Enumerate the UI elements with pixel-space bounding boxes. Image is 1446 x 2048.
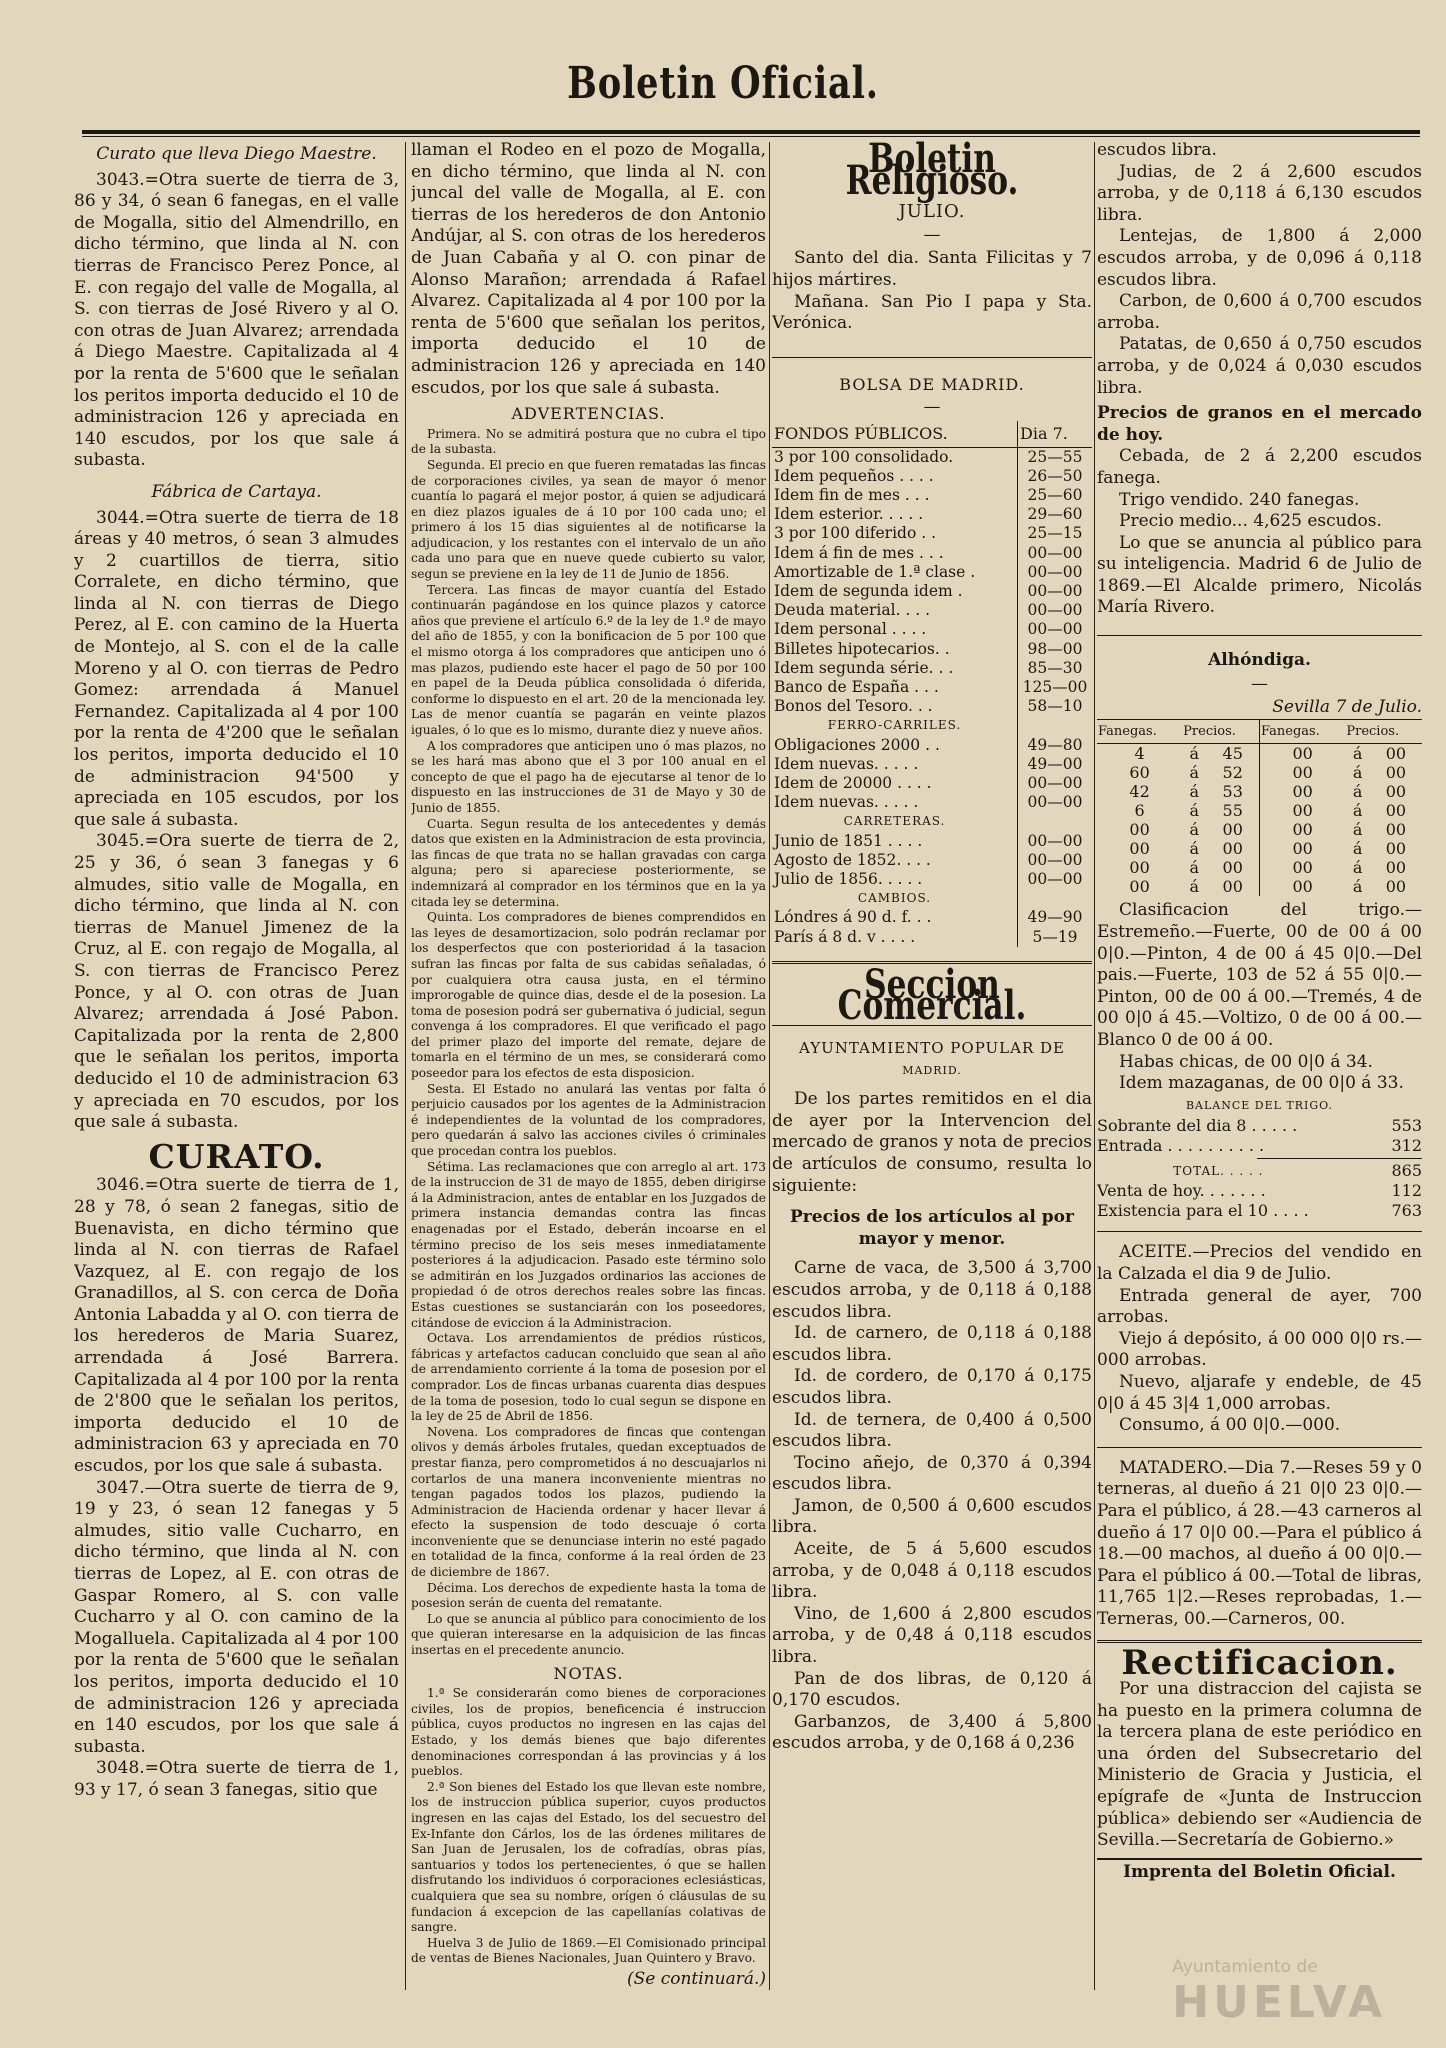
grain-price-item: Precio medio... 4,625 escudos. bbox=[1119, 511, 1382, 532]
table-row bbox=[772, 736, 1092, 755]
top-rule-thin bbox=[82, 136, 1420, 137]
empty-cell bbox=[1018, 812, 1093, 831]
table-row bbox=[772, 447, 1092, 467]
table-row bbox=[1097, 1116, 1422, 1136]
balance-value: 553 bbox=[1391, 1116, 1422, 1136]
rectificacion-heading: Rectificacion. bbox=[1121, 1643, 1398, 1684]
fondo-value: 00—00 bbox=[1018, 582, 1093, 601]
table-row bbox=[1097, 782, 1422, 801]
lot-paragraph: 3047.—Otra suerte de tierra de 9, 19 y 23, ó sean 12 fanegas y 5 almudes, sitio valle Cucharro, en dicho término, que linda al N. con tierras de Lopez, al E. con otras de Gaspar Romero, al S. con valle Cucharro y al O. con camino de la Mogalluela. Capitalizada al 4 por 100 por la renta de 5'600 que le señalan los peritos, importa deducido el 10 de administracion 126 y apreciada en 140 escudos, por los que sale á subasta. bbox=[74, 1477, 399, 1757]
table-row bbox=[1097, 858, 1422, 877]
table-row bbox=[772, 486, 1092, 505]
sum-rule bbox=[1257, 1158, 1422, 1159]
grain-cell: á bbox=[1352, 839, 1363, 859]
column-rule bbox=[769, 142, 770, 1990]
grain-cell: á bbox=[1189, 763, 1200, 783]
grain-cell: 00 bbox=[1129, 820, 1150, 840]
fondos-table bbox=[772, 421, 1092, 947]
short-rule: — bbox=[1251, 673, 1268, 694]
advertencia: Cuarta. Segun resulta de los antecedentes y demás datos que existen en la Administracion de esta provincia, las fincas de que trata no se hallan gravadas con carga alguna; pero si apareciese posteriormente, se indemnizará al comprador en los términos que en la ya citada ley se determina. bbox=[411, 816, 766, 909]
lot-paragraph: 3044.=Otra suerte de tierra de 18 áreas y 40 metros, ó sean 3 almudes y 2 cuartillos de tierra, sitio Corralete, en dicho término, que linda al N. con tierras de Diego Perez, al E. con camino de la Huerta de Montejo, al S. con el de la calle Moreno y al O. con tierras de Pedro Gomez: arrendada á Manuel Fernandez. Capitalizada al 4 por 100 por la renta de 4'200 que le señalan los peritos, importa deducido el 10 de administracion 94'500 y apreciada en 105 escudos, por los que sale á subasta. bbox=[74, 507, 399, 830]
table-row bbox=[772, 870, 1092, 889]
fondos-column-header: Dia 7. bbox=[1018, 421, 1093, 447]
table-row bbox=[772, 832, 1092, 851]
table-row bbox=[772, 793, 1092, 812]
column-rule bbox=[1094, 142, 1095, 1990]
table-row bbox=[1097, 839, 1422, 858]
fondo-name: 3 por 100 diferido . . bbox=[774, 524, 937, 543]
advertencia: Tercera. Las fincas de mayor cuantía del Estado continuarán pagándose en los quince plazos y catorce años que previene el artículo 6.º de la ley de 1.º de mayo del año de 1855, y con la bonificacion de 5 por 100 que el mismo otorga á los compradores que anticipen uno ó mas plazos, pudiendo este hacer el pago de 50 por 100 en papel de la Deuda pública consolidada ó diferida, conforme lo dispuesto en el art. 20 de la mencionada ley. Las de menor cuantía se pagarán en veinte plazos iguales, ó lo que es lo mismo, durante diez y nueve años. bbox=[411, 582, 766, 737]
advertencia: Sesta. El Estado no anulará las ventas por falta ó perjuicio causados por los agentes de la Administracion é independientes de la voluntad de los compradores, pero quedarán á salvo las acciones civiles ó criminales que procedan contra los pueblos. bbox=[411, 1081, 766, 1159]
price-list bbox=[1097, 140, 1422, 399]
fondo-value: 25—55 bbox=[1018, 447, 1093, 467]
fondo-value: 85—30 bbox=[1018, 659, 1093, 678]
grain-cell: 00 bbox=[1259, 744, 1345, 764]
fondo-name: Deuda material. . . . bbox=[774, 601, 931, 620]
lot-paragraph: 3048.=Otra suerte de tierra de 1, 93 y 17, ó sean 3 fanegas, sitio que bbox=[74, 1758, 399, 1800]
section-heading: Fábrica de Cartaya. bbox=[151, 481, 322, 502]
fondo-name: Idem segunda série. . . bbox=[774, 658, 954, 677]
price-item: Tocino añejo, de 0,370 á 0,394 escudos libra. bbox=[772, 1452, 1092, 1495]
grain-cell: á bbox=[1352, 877, 1363, 897]
grain-cell: 00 bbox=[1385, 782, 1407, 802]
price-item: Id. de carnero, de 0,118 á 0,188 escudos libra. bbox=[772, 1323, 1092, 1365]
lot-paragraph: 3043.=Otra suerte de tierra de 3, 86 y 34, ó sean 6 fanegas, en el valle de Mogalla, sitio del Almendrillo, en dicho término, que linda al N. con tierras de Francisco Perez Ponce, al E. con regajo del valle de Mogalla, al S. con tierras de José Rivero y al O. con otras de Juan Alvarez; arrendada á Diego Maestre. Capitalizada al 4 por la renta de 5'600 que le señalan los peritos importa deducido el 10 de administracion 126 y apreciada en 140 escudos, por los que sale á subasta. bbox=[74, 169, 399, 471]
table-row bbox=[1097, 744, 1422, 764]
total-value: 865 bbox=[1391, 1161, 1422, 1181]
archive-watermark bbox=[1172, 1957, 1386, 2028]
grain-cell: 00 bbox=[1259, 839, 1345, 858]
fondo-name: Idem pequeños . . . . bbox=[774, 466, 934, 485]
habas-text: Habas chicas, de 00 0|0 á 34. bbox=[1119, 1051, 1373, 1072]
price-item: Patatas, de 0,650 á 0,750 escudos arroba, y de 0,024 á 0,030 escudos libra. bbox=[1097, 334, 1422, 398]
table-subheading-row bbox=[772, 812, 1092, 831]
bolsa-heading: BOLSA DE MADRID. bbox=[839, 374, 1025, 394]
table-row bbox=[772, 582, 1092, 601]
grain-cell: á bbox=[1189, 744, 1200, 764]
fondo-value: 29—60 bbox=[1018, 505, 1093, 524]
price-item: Id. de ternera, de 0,400 á 0,500 escudos libra. bbox=[772, 1409, 1092, 1452]
aceite-item: Entrada general de ayer, 700 arrobas. bbox=[1097, 1285, 1422, 1328]
divider bbox=[1097, 635, 1422, 636]
grain-cell: 00 bbox=[1129, 877, 1150, 897]
table-row bbox=[772, 928, 1092, 947]
table-subheading-row bbox=[772, 889, 1092, 908]
top-rule bbox=[82, 130, 1420, 134]
precios-heading: Precios de los artículos al por mayor y menor. bbox=[790, 1207, 1074, 1249]
fondo-value: 49—80 bbox=[1018, 736, 1093, 755]
table-row bbox=[772, 908, 1092, 927]
table-row bbox=[1097, 801, 1422, 820]
table-row bbox=[772, 601, 1092, 620]
grain-cell: á bbox=[1352, 858, 1363, 878]
alhondiga-heading: Alhóndiga. bbox=[1208, 650, 1311, 671]
advertencia: A los compradores que anticipen uno ó mas plazos, no se les hará mas abono que el 3 por 100 anual en el concepto de que el pago ha de ejecutarse al tenor de lo dispuesto en las instrucciones de 31 de Mayo y 30 de Junio de 1855. bbox=[411, 738, 766, 815]
short-rule: — bbox=[923, 224, 941, 245]
table-row bbox=[772, 563, 1092, 582]
rectificacion-text: Por una distraccion del cajista se ha puesto en la primera columna de la tercera plana de este periódico en una órden del Subsecretario del Ministerio de Gracia y Justicia, el epígrafe de «Junta de Instruccion pública» debiendo ser «Audiencia de Sevilla.—Secretaría de Gobierno.» bbox=[1097, 1679, 1422, 1851]
grain-cell: á bbox=[1352, 763, 1363, 783]
masthead: Boletin Oficial. bbox=[567, 58, 879, 109]
grain-cell: 60 bbox=[1129, 763, 1150, 783]
table-row bbox=[772, 755, 1092, 774]
table-row bbox=[772, 524, 1092, 543]
table-row bbox=[772, 774, 1092, 793]
fondo-value: 25—15 bbox=[1018, 524, 1093, 543]
fondo-value: 49—00 bbox=[1018, 755, 1093, 774]
balance-total bbox=[1097, 1161, 1422, 1181]
fondo-name: Idem á fin de mes . . . bbox=[774, 543, 944, 562]
fondo-value: 00—00 bbox=[1018, 832, 1093, 851]
advertencia: Décima. Los derechos de expediente hasta la toma de posesion serán de cuenta del rematante. bbox=[411, 1580, 766, 1611]
grain-cell: 00 bbox=[1385, 877, 1407, 897]
fondos-column-header: FONDOS PÚBLICOS. bbox=[772, 421, 1018, 447]
lot-paragraph: 3045.=Ora suerte de tierra de 2, 25 y 36, ó sean 3 fanegas y 6 almudes, sitio valle de Mogalla, en dicho término, que linda al N. con tierras de Manuel Jimenez de la Cruz, al E. con regajo de Mogalla, al S. con tierras de Francisco Perez Ponce, y al O. con otras de Juan Alvarez; arrendada á José Pabon. Capitalizada por la renta de 2,800 que le señalan los peritos, importa deducido el 10 de administracion 63 y apreciada en 70 escudos, por los que sale á subasta. bbox=[74, 831, 399, 1133]
fondo-name: Idem de segunda idem . bbox=[774, 581, 963, 600]
advertencia: Primera. No se admitirá postura que no cubra el tipo de la subasta. bbox=[411, 426, 766, 457]
grain-cell: 52 bbox=[1222, 763, 1243, 783]
fondo-value: 49—90 bbox=[1018, 908, 1093, 927]
price-item: Jamon, de 0,500 á 0,600 escudos libra. bbox=[772, 1495, 1092, 1538]
intro-text: De los partes remitidos en el dia de ayer por la Intervencion del mercado de granos y nota de precios de artículos de consumo, resulta lo siguiente: bbox=[772, 1089, 1092, 1196]
table-row bbox=[772, 851, 1092, 870]
table-row bbox=[1097, 820, 1422, 839]
fondo-value: 25—60 bbox=[1018, 486, 1093, 505]
fondo-value: 26—50 bbox=[1018, 467, 1093, 486]
grain-cell: 00 bbox=[1259, 877, 1345, 896]
grain-cell: á bbox=[1189, 877, 1200, 897]
fondo-value: 00—00 bbox=[1018, 793, 1093, 812]
grain-cell: á bbox=[1189, 858, 1200, 878]
grain-cell: 53 bbox=[1222, 782, 1243, 802]
aceite-item: Nuevo, aljarafe y endeble, de 45 0|0 á 45 3|4 1,000 arrobas. bbox=[1097, 1371, 1422, 1414]
grain-cell: 00 bbox=[1222, 858, 1243, 878]
fondo-value: 98—00 bbox=[1018, 640, 1093, 659]
price-item: escudos libra. bbox=[1097, 140, 1217, 160]
balance-heading: BALANCE DEL TRIGO. bbox=[1185, 1098, 1334, 1112]
granos-list bbox=[1097, 446, 1422, 619]
fondo-value: 00—00 bbox=[1018, 774, 1093, 793]
fondo-name: París á 8 d. v . . . . bbox=[774, 927, 916, 946]
column-2 bbox=[411, 140, 766, 1990]
section-heading: CURATO. bbox=[148, 1136, 325, 1176]
grain-cell: 00 bbox=[1129, 839, 1150, 859]
table-row bbox=[772, 467, 1092, 486]
price-item: Id. de cordero, de 0,170 á 0,175 escudos libra. bbox=[772, 1366, 1092, 1408]
balance-label: Venta de hoy. . . . . . . bbox=[1097, 1181, 1266, 1201]
table-subheading: CARRETERAS. bbox=[843, 814, 946, 829]
price-item: Vino, de 1,600 á 2,800 escudos arroba, y de 0,48 á 0,118 escudos libra. bbox=[772, 1603, 1092, 1668]
fondo-name: Idem de 20000 . . . . bbox=[774, 773, 932, 792]
fondo-name: Julio de 1856. . . . . bbox=[774, 870, 923, 888]
grain-cell: 4 bbox=[1134, 744, 1145, 764]
grain-cell: 45 bbox=[1222, 744, 1243, 764]
fondo-name: Idem nuevas. . . . . bbox=[774, 754, 919, 773]
fondo-value: 00—00 bbox=[1018, 544, 1093, 563]
granos-heading: Precios de granos en el mercado de hoy. bbox=[1097, 403, 1422, 445]
fondo-name: Lóndres á 90 d. f. . . bbox=[774, 908, 932, 927]
fondo-name: Billetes hipotecarios. . bbox=[774, 639, 950, 658]
fondo-value: 00—00 bbox=[1018, 601, 1093, 620]
fondo-name: Idem esterior. . . . . bbox=[774, 505, 924, 524]
continued-note: (Se continuará.) bbox=[626, 1968, 766, 1989]
fondo-name: Idem personal . . . . bbox=[774, 620, 927, 639]
imprint-line: Imprenta del Boletin Oficial. bbox=[1097, 1858, 1422, 1884]
section-heading: Curato que lleva Diego Maestre. bbox=[96, 144, 377, 164]
grain-cell: á bbox=[1189, 782, 1200, 802]
manana-text: Mañana. San Pio I papa y Sta. Verónica. bbox=[772, 291, 1092, 334]
empty-cell bbox=[1018, 716, 1093, 735]
price-item: Pan de dos libras, de 0,120 á 0,170 escudos. bbox=[772, 1668, 1092, 1711]
watermark-line: HUELVA bbox=[1172, 1977, 1386, 2028]
divider bbox=[1097, 1447, 1422, 1448]
lot-paragraph: llaman el Rodeo en el pozo de Mogalla, en dicho término, que linda al N. con juncal del valle de Mogalla, al E. con tierras de los herederos de don Antonio Andújar, al S. con otras de los herederos de Juan Cabaña y al O. con pinar de Alonso Marañon; arrendada á Rafael Alvarez. Capitalizada al 4 por 100 por la renta de 5'600 que señalan los peritos, importa deducido el 10 de administracion 126 y apreciada en 140 escudos, por los que sale á subasta. bbox=[411, 140, 766, 398]
price-item: Judias, de 2 á 2,600 escudos arroba, y de 0,118 á 6,130 escudos libra. bbox=[1097, 161, 1422, 225]
advertencia: Octava. Los arrendamientos de prédios rústicos, fábricas y artefactos caducan concluido que sean al año de arrendamiento corriente á la toma de posesion por el comprador. Los de fincas urbanas cuarenta dias despues de la toma de posesion, todo lo cual segun se dispone en la ley de 25 de Abril de 1856. bbox=[411, 1331, 766, 1424]
table-row bbox=[1097, 877, 1422, 896]
fondo-name: Obligaciones 2000 . . bbox=[774, 735, 940, 754]
grain-cell: 00 bbox=[1259, 782, 1345, 801]
advertencia: Novena. Los compradores de fincas que contengan olivos y demás árboles frutales, quedan exceptuados de prestar fianza, pero comprometidos á no descuajarlos ni cortarlos de una manera inconveniente mientras no tengan pagados todos los plazos, pudiendo la Administracion de Hacienda ordenar y hacer llevar á efecto la suspension de todo descuaje ó corta inconveniente que se denunciase interin no esté pagado en totalidad de la finca, conforme á la real órden de 23 de diciembre de 1867. bbox=[411, 1424, 766, 1580]
grain-cell: á bbox=[1189, 801, 1200, 821]
column-rule bbox=[405, 142, 406, 1990]
table-subheading: CAMBIOS. bbox=[857, 891, 932, 906]
santo-text: Santo del dia. Santa Filicitas y 7 hijos mártires. bbox=[772, 248, 1092, 290]
grain-cell: 00 bbox=[1385, 763, 1407, 783]
mazaganas-text: Idem mazaganas, de 00 0|0 á 33. bbox=[1119, 1073, 1404, 1094]
balance-label: Existencia para el 10 . . . . bbox=[1097, 1201, 1309, 1221]
city-heading: MADRID. bbox=[902, 1063, 962, 1077]
grain-cell: 00 bbox=[1222, 839, 1243, 859]
grain-cell: 00 bbox=[1259, 820, 1345, 839]
grain-cell: 00 bbox=[1385, 858, 1407, 878]
table-row bbox=[772, 505, 1092, 524]
grain-price-item: Trigo vendido. 240 fanegas. bbox=[1119, 489, 1360, 510]
column-1 bbox=[74, 140, 399, 1990]
price-item: Lentejas, de 1,800 á 2,000 escudos arroba, y de 0,096 á 0,118 escudos libra. bbox=[1097, 226, 1422, 290]
advertencia: Segunda. El precio en que fueren rematadas las fincas de corporaciones civiles, ya sean de mayor ó menor cuantía lo pagará el mejor postor, á quien se adjudicará en diez plazos iguales de á 10 por 100 cada uno; el primero á los 15 dias siguientes al de notificarse la adjudicacion, y los restantes con el intervalo de un año cada uno para que en nueve quede cubierto su valor, segun se previene en la ley de 11 de Junio de 1856. bbox=[411, 457, 766, 582]
fondo-value: 00—00 bbox=[1018, 563, 1093, 582]
grain-cell: 42 bbox=[1129, 782, 1150, 802]
table-subheading: FERRO-CARRILES. bbox=[827, 718, 962, 733]
section-title: Boletin Religioso. bbox=[845, 140, 1019, 204]
fondo-name: 3 por 100 consolidado. bbox=[774, 447, 954, 466]
advertencia: Quinta. Los compradores de bienes comprendidos en las leyes de desamortizacion, solo podrán reclamar por los desperfectos que con posterioridad á la tasacion sufran las fincas por falta de sus cabidas señaladas, ó por cualquiera otra causa justa, en el término improrogable de quince dias, desde el de la posesion. La toma de posesion podrá ser gubernativa ó judicial, segun convenga á los compradores. El que verificado el pago del primer plazo del importe del remate, dejare de tomarla en el término de un mes, se considerará como poseedor para los efectos de esta disposicion. bbox=[411, 910, 766, 1081]
balance-value: 763 bbox=[1391, 1201, 1422, 1221]
balance-label: Entrada . . . . . . . . . . bbox=[1097, 1136, 1265, 1156]
divider bbox=[1097, 1231, 1422, 1232]
grain-cell: 00 bbox=[1259, 801, 1345, 820]
notas-heading: NOTAS. bbox=[553, 1663, 624, 1683]
grain-cell: 00 bbox=[1385, 820, 1407, 840]
table-row bbox=[1097, 1136, 1422, 1156]
aceite-item: ACEITE.—Precios del vendido en la Calzada el dia 9 de Julio. bbox=[1097, 1242, 1422, 1284]
table-row bbox=[772, 640, 1092, 659]
grain-cell: 00 bbox=[1129, 858, 1150, 878]
nota: 1.ª Se considerarán como bienes de corporaciones civiles, los de propios, beneficencia é instruccion pública, cuyos productos no ingresen en las cajas del Estado, y los demás bienes que bajo diferentes denominaciones correspondan á las provincias y á los pueblos. bbox=[411, 1686, 766, 1779]
fondo-name: Agosto de 1852. . . . bbox=[774, 850, 931, 869]
lot-paragraph: 3046.=Otra suerte de tierra de 1, 28 y 78, ó sean 2 fanegas, sitio de Buenavista, en dicho término que linda al N. con tierras de Rafael Vazquez, al E. con regajo de los Granadillos, al S. con cerca de Doña Antonia Labadda y al O. con tierra de los herederos de Maria Suarez, arrendada á José Barrera. Capitalizada al 4 por 100 por la renta de 2'800 que le señalan los peritos, importa deducido el 10 de administracion 63 y apreciada en 70 escudos, por los que sale á subasta. bbox=[74, 1175, 399, 1477]
grain-price-item: Cebada, de 2 á 2,200 escudos fanega. bbox=[1097, 446, 1422, 488]
watermark-line: Ayuntamiento de bbox=[1172, 1957, 1318, 1977]
fondo-name: Junio de 1851 . . . . bbox=[774, 831, 923, 850]
grain-cell: 00 bbox=[1222, 877, 1243, 897]
grain-column-header: Fanegas. bbox=[1259, 719, 1345, 744]
notas-list bbox=[411, 1686, 766, 1967]
grain-cell: á bbox=[1189, 839, 1200, 859]
price-item: Carbon, de 0,600 á 0,700 escudos arroba. bbox=[1097, 291, 1422, 333]
balance-label: Sobrante del dia 8 . . . . . bbox=[1097, 1116, 1298, 1136]
grain-cell: á bbox=[1189, 820, 1200, 840]
column-3 bbox=[772, 140, 1092, 1990]
grain-price-item: Lo que se anuncia al público para su inteligencia. Madrid 6 de Julio de 1869.—El Alcalde primero, Nicolás María Rivero. bbox=[1097, 532, 1422, 618]
grain-column-header: Precios. bbox=[1182, 719, 1259, 744]
divider bbox=[772, 357, 1092, 358]
price-item: Carne de vaca, de 3,500 á 3,700 escudos arroba, y de 0,118 á 0,188 escudos libra. bbox=[772, 1258, 1092, 1322]
grain-cell: 00 bbox=[1385, 744, 1407, 764]
grain-cell: á bbox=[1352, 801, 1363, 821]
table-row bbox=[772, 697, 1092, 716]
grain-column-header: Fanegas. bbox=[1097, 719, 1182, 744]
advertencias-list bbox=[411, 427, 766, 1659]
price-item: Aceite, de 5 á 5,600 escudos arroba, y de 0,048 á 0,118 escudos libra. bbox=[772, 1539, 1092, 1603]
grain-cell: 55 bbox=[1222, 801, 1243, 821]
nota: Huelva 3 de Julio de 1869.—El Comisionado principal de ventas de Bienes Nacionales, Juan Quintero y Bravo. bbox=[411, 1935, 766, 1966]
month-heading: JULIO. bbox=[898, 201, 966, 223]
grain-cell: á bbox=[1352, 744, 1363, 764]
column-4 bbox=[1097, 140, 1422, 1990]
aceite-list bbox=[1097, 1242, 1422, 1436]
fondo-name: Banco de España . . . bbox=[774, 677, 939, 696]
table-row bbox=[772, 620, 1092, 639]
grain-table bbox=[1097, 719, 1422, 897]
advertencias-heading: ADVERTENCIAS. bbox=[511, 404, 666, 424]
total-label: TOTAL. . . . . bbox=[1173, 1164, 1264, 1179]
balance-table bbox=[1097, 1181, 1422, 1221]
fondo-value: 00—00 bbox=[1018, 851, 1093, 870]
fondo-name: Bonos del Tesoro. . . bbox=[774, 697, 933, 716]
fondo-value: 00—00 bbox=[1018, 870, 1093, 889]
table-row bbox=[772, 544, 1092, 563]
grain-column-header: Precios. bbox=[1345, 719, 1422, 744]
grain-cell: 00 bbox=[1259, 858, 1345, 877]
aceite-item: Viejo á depósito, á 00 000 0|0 rs.—000 arrobas. bbox=[1097, 1328, 1422, 1371]
balance-table bbox=[1097, 1116, 1422, 1156]
price-item: Garbanzos, de 3,400 á 5,800 escudos arroba, y de 0,168 á 0,236 bbox=[772, 1711, 1092, 1754]
nota: 2.ª Son bienes del Estado los que llevan este nombre, los de instruccion pública superior, cuyos productos ingresen en las cajas del Estado, los del secuestro del Ex-Infante don Cárlos, los de las órdenes militares de San Juan de Jerusalen, los de cofradías, obras pías, santuarios y todos los pertenecientes, ó que se hallen disfrutando los individuos ó corporaciones eclesiásticas, cualquiera que sea su nombre, orígen ó cláusulas de su fundacion á excepcion de las capellanías colativas de sangre. bbox=[411, 1779, 766, 1935]
grain-cell: á bbox=[1352, 820, 1363, 840]
grain-cell: 6 bbox=[1134, 801, 1145, 821]
table-row bbox=[1097, 763, 1422, 782]
ayuntamiento-heading: AYUNTAMIENTO POPULAR DE bbox=[798, 1039, 1066, 1057]
grain-cell: á bbox=[1352, 782, 1363, 802]
date-line: Sevilla 7 de Julio. bbox=[1272, 697, 1422, 718]
fondo-value: 5—19 bbox=[1018, 928, 1093, 947]
price-list bbox=[772, 1258, 1092, 1755]
fondo-value: 125—00 bbox=[1018, 678, 1093, 697]
table-row bbox=[1097, 1201, 1422, 1221]
table-row bbox=[772, 659, 1092, 678]
table-row bbox=[1097, 1181, 1422, 1201]
empty-cell bbox=[1018, 889, 1093, 908]
grain-cell: 00 bbox=[1222, 820, 1243, 840]
advertencia: Lo que se anuncia al público para conocimiento de los que quieran interesarse en la adquisicion de las fincas insertas en el precedente anuncio. bbox=[411, 1611, 766, 1658]
fondo-name: Idem nuevas. . . . . bbox=[774, 793, 919, 812]
table-row bbox=[772, 678, 1092, 697]
fondo-value: 58—10 bbox=[1018, 697, 1093, 716]
fondo-value: 00—00 bbox=[1018, 620, 1093, 639]
balance-value: 112 bbox=[1391, 1181, 1422, 1201]
fondo-name: Idem fin de mes . . . bbox=[774, 485, 930, 504]
grain-cell: 00 bbox=[1385, 839, 1407, 859]
table-subheading-row bbox=[772, 716, 1092, 735]
matadero-text: MATADERO.—Dia 7.—Reses 59 y 0 terneras, al dueño á 21 0|0 23 0|0.—Para el público, á 28.—43 carneros al dueño á 17 0|0 00.—Para el público á 18.—00 machos, al dueño á 00 0|0.—Para el público á 00.—Total de libras, 11,765 1|2.—Reses reprobadas, 1.—Terneras, 00.—Carneros, 00. bbox=[1097, 1457, 1422, 1629]
fondo-name: Amortizable de 1.ª clase . bbox=[774, 562, 976, 581]
aceite-item: Consumo, á 00 0|0.—000. bbox=[1119, 1415, 1341, 1436]
short-rule: — bbox=[923, 397, 941, 418]
section-title: Seccion Comercial. bbox=[837, 960, 1027, 1030]
balance-value: 312 bbox=[1391, 1136, 1422, 1156]
grain-cell: 00 bbox=[1385, 801, 1407, 821]
clasificacion-text: Clasificacion del trigo.—Estremeño.—Fuerte, 00 de 00 á 00 0|0.—Pinton, 4 de 00 á 45 0|0.—Del pais.—Fuerte, 103 de 52 á 55 0|0.—Pinton, 00 de 00 á 00.—Tremés, 4 de 00 0|0 á 45.—Voltizo, 0 de 00 á 00.—Blanco 0 de 00 á 00. bbox=[1097, 900, 1422, 1050]
grain-cell: 00 bbox=[1259, 763, 1345, 782]
advertencia: Sétima. Las reclamaciones que con arreglo al art. 173 de la instruccion de 31 de mayo de 1855, deben dirigirse á la Administracion, antes de entablar en los Juzgados de primera instancia demandas contra las fincas enagenadas por el Estado, deberán incoarse en el término preciso de los seis meses inmediatamente posteriores á la adjudicacion. Pasado este término solo se admitirán en los Juzgados ordinarios las acciones de propiedad ó de otros derechos reales sobre las fincas. Estas cuestiones se sustanciarán con los poseedores, citándose de eviccion á la Administracion. bbox=[411, 1159, 766, 1330]
